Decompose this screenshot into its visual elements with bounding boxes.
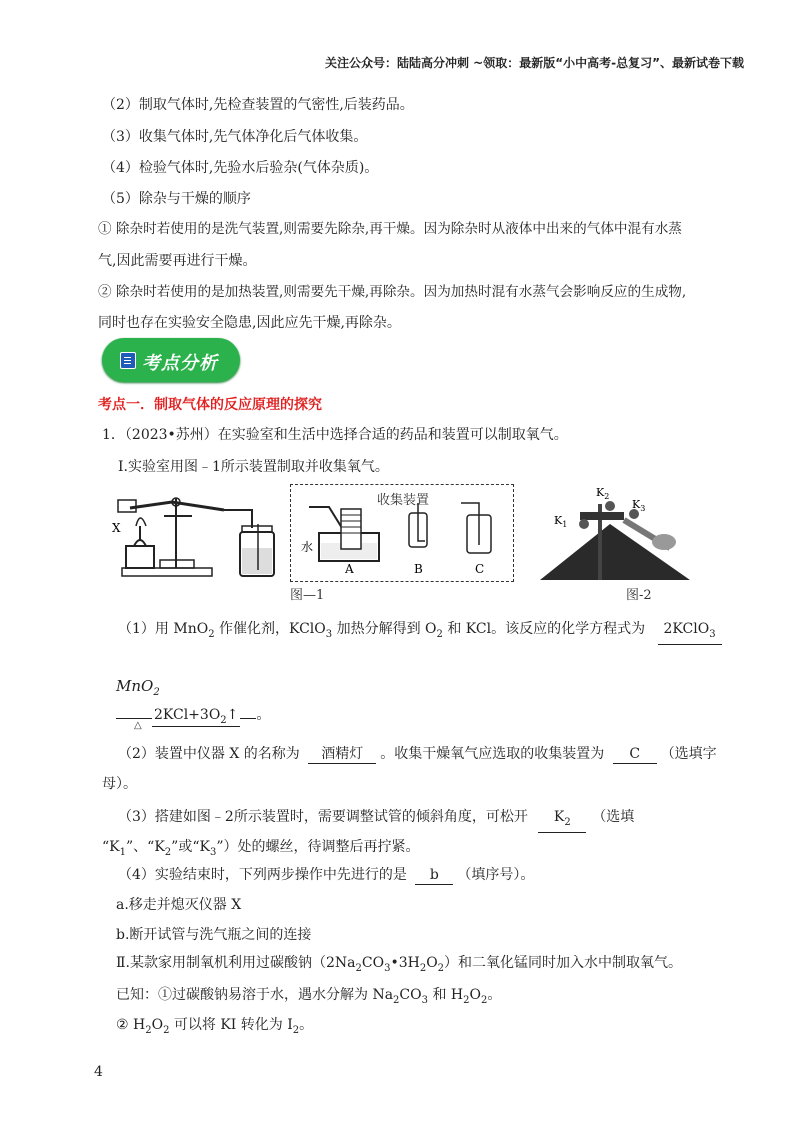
page-number: 4 [94,1064,103,1080]
answer-2a: 酒精灯 [308,745,376,764]
book-icon [120,352,136,369]
known-1: 已知：①过碳酸钠易溶于水，遇水分解为 $Na_2CO_3$ 和 $H_2O_2$。 [116,987,502,1006]
section-title: 考点一．制取气体的反应原理的探究 [98,397,322,413]
subq-3-options: “$K_1$”、“$K_2$”或“$K_3$”）处的螺丝，待调整后再拧紧。 [102,839,420,858]
collection-box-title: 收集装置 [377,493,430,508]
figure-1-caption: 图—1 [290,588,325,603]
catalyst-label: MnO$_2$ [116,677,160,698]
answer-1a: 2KClO$_3$ [658,620,722,645]
equation-line: $2KCl+3O_2↑$ 。 [116,704,270,727]
option-a: a.移走并熄灭仪器 X [116,897,242,913]
subq-1: （1）用 MnO$_2$ 作催化剂，KClO$_3$ 加热分解得到 $O_2$ 和 KCl。该反应的化学方程式为 2KClO$_3$ [118,620,722,645]
option-b: b.断开试管与洗气瓶之间的连接 [116,927,312,943]
note-3: （3）收集气体时,先气体净化后气体收集。 [102,129,368,145]
note-p1a: ① 除杂时若使用的是洗气装置,则需要先除杂,再干燥。因为除杂时从液体中出来的气体中混有水蒸 [98,221,682,237]
instrument-x-label: X [112,521,121,535]
collection-apparatus [291,485,513,581]
figure-2-photo [540,484,690,584]
note-p2a: ② 除杂时若使用的是加热装置,则需要先干燥,再除杂。因为加热时混有水蒸气会影响反应的生成物, [98,284,687,300]
heat-symbol: △ [134,720,142,731]
k2-label: $K_2$ [596,486,610,501]
part-1-title: Ⅰ.实验室用图﹣1所示装置制取并收集氧气。 [118,459,389,475]
option-b-label: B [414,562,423,576]
part-2-text: Ⅱ.某款家用制氧机利用过碳酸钠$(2Na_2CO_3•3H_2O_2)$和二氧化锰同时加入水中制取氧气。 [116,955,683,974]
figure-2-caption: 图-2 [626,588,652,603]
answer-4: b [415,866,453,885]
note-2: （2）制取气体时,先检查装置的气密性,后装药品。 [102,97,414,113]
option-c-label: C [475,562,485,576]
subq-4: （4）实验结束时，下列两步操作中先进行的是 b （填序号）。 [118,867,535,883]
collection-box [290,484,514,582]
badge-label: 考点分析 [142,353,218,374]
answer-3: $K_2$ [538,808,586,833]
option-a-label: A [345,562,354,576]
water-label: 水 [301,540,314,554]
note-5: （5）除杂与干燥的顺序 [102,191,251,207]
note-p2b: 同时也存在实验安全隐患,因此应先干燥,再除杂。 [98,315,401,331]
page-header: 关注公众号：陆陆高分冲刺 ~领取：最新版“小中高考-总复习”、最新试卷下载 [325,56,744,70]
subq-2-tail: 母）。 [102,776,137,792]
note-4: （4）检验气体时,先验水后验杂(气体杂质)。 [102,160,379,176]
subq-3: （3）搭建如图﹣2所示装置时，需要调整试管的倾斜角度，可松开 $K_2$ （选填 [118,808,634,833]
answer-2b: C [613,745,657,764]
known-2: ② $H_2O_2$ 可以将 KI 转化为 $I_2$。 [116,1017,314,1036]
section-badge [102,338,240,382]
k3-label: $K_3$ [632,498,646,513]
k1-label: $K_1$ [554,514,568,529]
generation-apparatus-figure [112,488,288,584]
subq-2: （2）装置中仪器 X 的名称为 酒精灯 。收集干燥氧气应选取的收集装置为 C （选填字 [118,746,717,762]
note-p1b: 气,因此需要再进行干燥。 [98,253,257,269]
question-intro: 1．（2023•苏州）在实验室和生活中选择合适的药品和装置可以制取氧气。 [102,427,568,443]
